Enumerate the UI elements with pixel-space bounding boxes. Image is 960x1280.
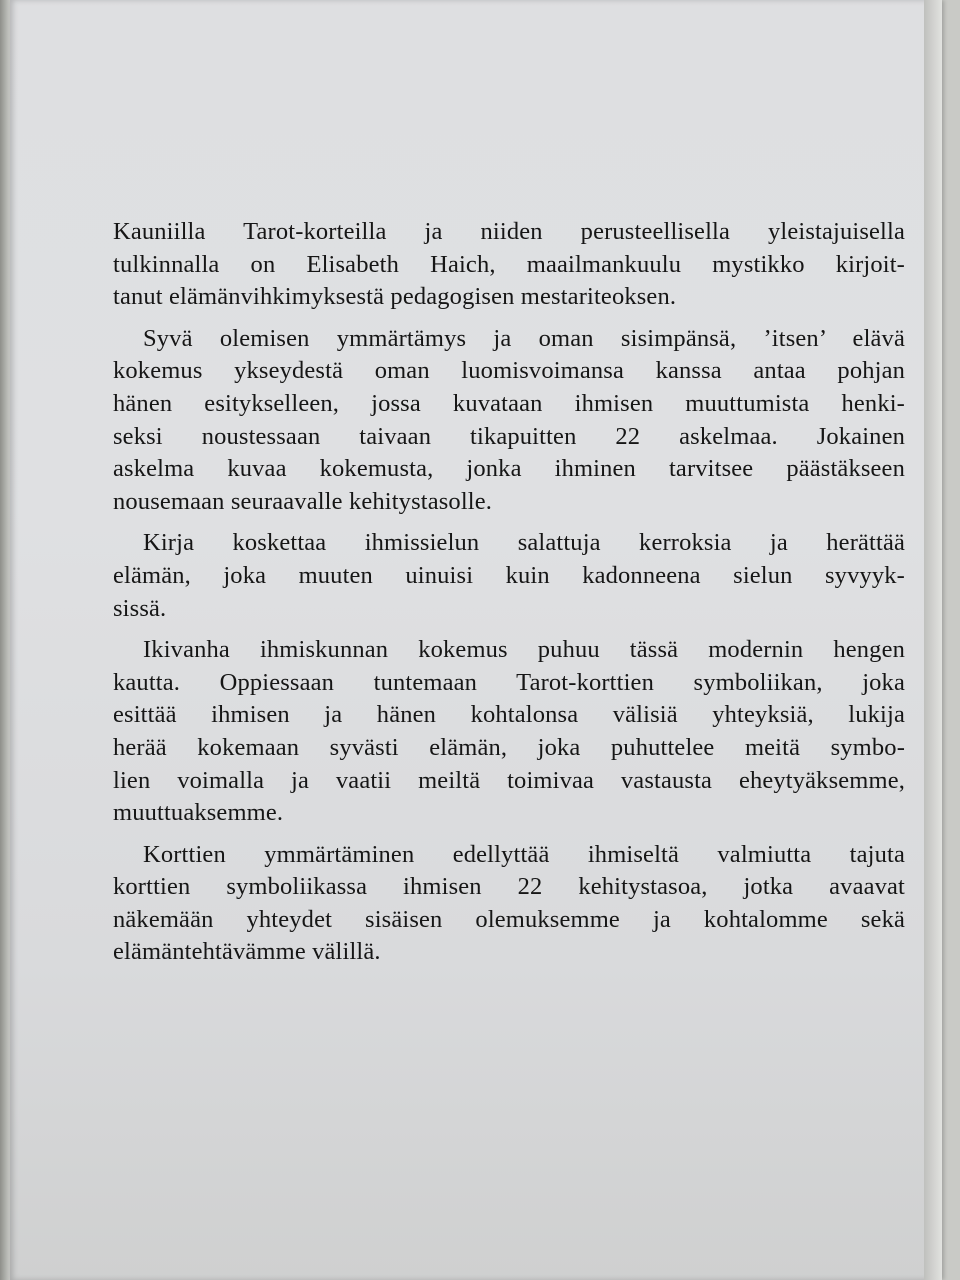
paragraph-1 [113,216,905,314]
page-edge [924,0,942,1280]
text-line: näkemään yhteydet sisäisen olemuksemme ja kohtalomme sekä [113,905,905,933]
blurb-text [113,216,905,978]
text-line: Kirja koskettaa ihmissielun salattuja kerroksia ja herättää [143,529,905,557]
text-line: Korttien ymmärtäminen edellyttää ihmiseltä valmiutta tajuta [143,840,905,868]
text-line: elämäntehtävämme välillä. [113,938,381,966]
text-line: Kauniilla Tarot-korteilla ja niiden perusteellisella yleistajuisella [113,218,905,245]
paragraph-4 [113,634,905,830]
text-line: tanut elämänvihkimyksestä pedagogisen mestariteoksen. [113,283,677,311]
text-line: hänen esitykselleen, jossa kuvataan ihmisen muuttumista henki- [113,389,905,417]
text-line: elämän, joka muuten uinuisi kuin kadonneena sielun syvyyk- [113,561,905,589]
text-line: esittää ihmisen ja hänen kohtalonsa välisiä yhteyksiä, lukija [113,701,905,729]
text-line: askelma kuvaa kokemusta, jonka ihminen tarvitsee päästäkseen [113,455,905,483]
text-line: tulkinnalla on Elisabeth Haich, maailmankuulu mystikko kirjoit- [113,250,905,278]
text-line: herää kokemaan syvästi elämän, joka puhuttelee meitä symbo- [113,733,905,761]
text-line: muuttuaksemme. [113,799,284,827]
text-line: seksi noustessaan taivaan tikapuitten 22 askelmaa. Jokainen [113,422,905,450]
text-line: korttien symboliikassa ihmisen 22 kehitystasoa, jotka avaavat [113,873,905,901]
text-line: Syvä olemisen ymmärtämys ja oman sisimpänsä, ’itsen’ elävä [143,324,905,352]
text-line: lien voimalla ja vaatii meiltä toimivaa vastausta eheytyäksemme, [113,766,905,794]
text-line: nousemaan seuraavalle kehitystasolle. [113,487,493,515]
paragraph-3 [113,527,905,625]
text-line: sissä. [113,594,167,622]
text-line: kokemus ykseydestä oman luomisvoimansa kanssa antaa pohjan [113,357,905,385]
text-line: kautta. Oppiessaan tuntemaan Tarot-korttien symboliikan, joka [113,668,905,696]
paragraph-2 [113,323,905,519]
paragraph-5 [113,839,905,969]
text-line: Ikivanha ihmiskunnan kokemus puhuu tässä modernin hengen [143,636,905,664]
